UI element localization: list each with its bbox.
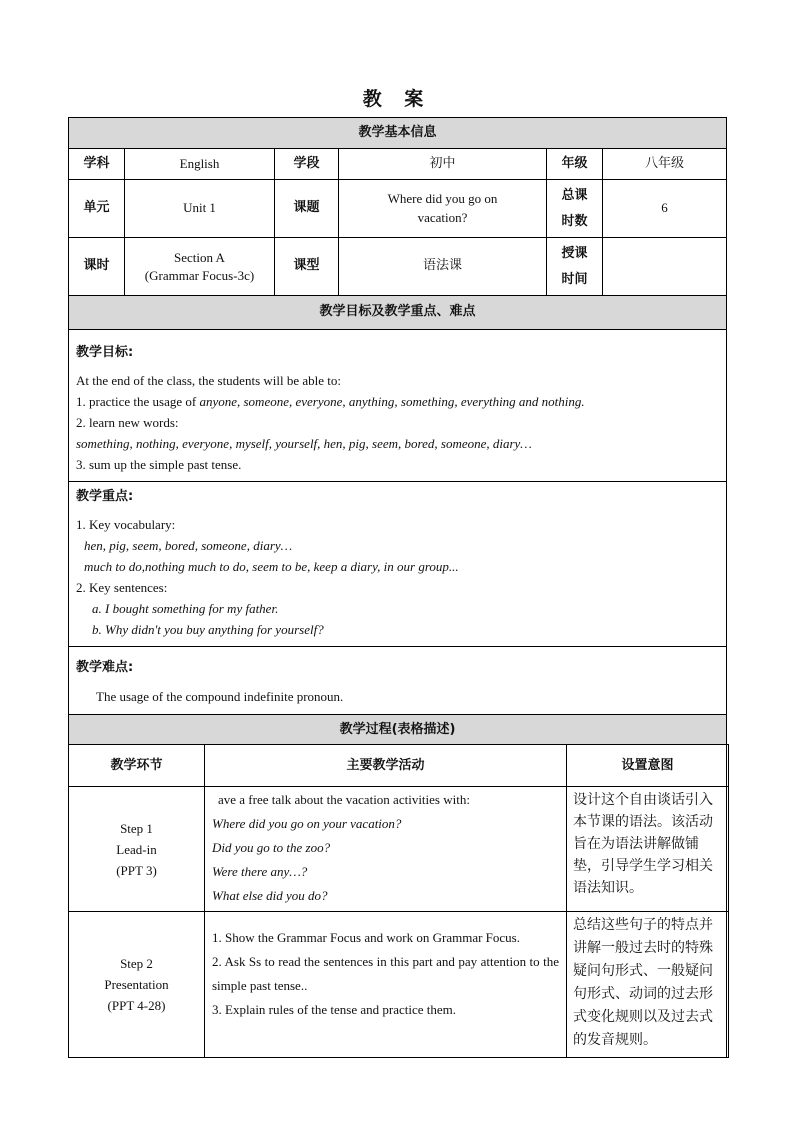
key-vocabulary-label: 1. Key vocabulary: <box>76 517 176 533</box>
process-col-activity: 主要教学活动 <box>205 745 567 787</box>
key-sentences-label: 2. Key sentences: <box>76 580 168 596</box>
step-1-activity <box>205 787 567 912</box>
grade-label: 年级 <box>547 149 603 180</box>
lesson-type-value: 语法课 <box>339 238 547 296</box>
section-header-process: 教学过程(表格描述) <box>69 715 727 745</box>
period-value <box>125 238 275 296</box>
step-2-name: Step 2 <box>120 956 153 972</box>
teaching-time-label-line1: 授课 <box>561 245 588 261</box>
difficulty-heading: 教学难点: <box>76 660 134 676</box>
page-title: 教 案 <box>362 88 432 110</box>
step-2-cell <box>69 912 205 1058</box>
total-hours-value: 6 <box>603 180 727 238</box>
key-vocabulary-words: hen, pig, seem, bored, someone, diary… <box>84 538 293 554</box>
process-col-stage: 教学环节 <box>69 745 205 787</box>
goal-item-1-words: anyone, someone, everyone, anything, something, everything and nothing. <box>199 394 585 410</box>
step-1-question-3: Were there any…? <box>212 864 308 880</box>
process-table <box>68 744 729 1058</box>
key-points-block <box>69 482 727 647</box>
step-2-activity-1: 1. Show the Grammar Focus and work on Grammar Focus. <box>212 930 520 946</box>
topic-value: Where did you go on vacation? <box>339 180 547 238</box>
step-1-cell <box>69 787 205 912</box>
period-line2: (Grammar Focus-3c) <box>144 267 255 283</box>
step-1-question-4: What else did you do? <box>212 888 328 904</box>
step-1-ppt: (PPT 3) <box>116 862 157 878</box>
teaching-time-label-line2: 时间 <box>561 271 588 287</box>
subject-value: English <box>125 149 275 180</box>
step-2-activity-3: 3. Explain rules of the tense and practice them. <box>212 1002 457 1018</box>
difficulty-text: The usage of the compound indefinite pronoun. <box>96 688 344 704</box>
topic-label: 课题 <box>275 180 339 238</box>
step-1-question-2: Did you go to the zoo? <box>212 840 331 856</box>
section-header-basic-info: 教学基本信息 <box>69 118 727 149</box>
goal-item-2: 2. learn new words: <box>76 415 179 431</box>
goal-item-2-words: something, nothing, everyone, myself, yourself, hen, pig, seem, bored, someone, diary… <box>76 436 532 452</box>
teaching-goals-heading: 教学目标: <box>76 345 134 360</box>
unit-value: Unit 1 <box>125 180 275 238</box>
difficulty-block <box>69 647 727 715</box>
unit-label: 单元 <box>69 180 125 238</box>
lesson-plan-table <box>68 117 727 1058</box>
key-points-heading: 教学重点: <box>76 489 134 505</box>
step-2-activity <box>205 912 567 1058</box>
step-1-stage: Lead-in <box>116 841 157 857</box>
period-line1: Section A <box>174 249 225 265</box>
lesson-type-label: 课型 <box>275 238 339 296</box>
step-2-ppt: (PPT 4-28) <box>107 998 166 1014</box>
total-hours-label-line1: 总课 <box>561 187 588 203</box>
period-label: 课时 <box>69 238 125 296</box>
step-1-name: Step 1 <box>120 820 153 836</box>
step-2-stage: Presentation <box>104 977 169 993</box>
step-1-activity-intro: ave a free talk about the vacation activities with: <box>218 792 470 808</box>
total-hours-label-line2: 时数 <box>561 213 588 229</box>
key-sentence-a: a. I bought something for my father. <box>92 601 279 617</box>
goal-item-1-prefix: 1. practice the usage of <box>76 394 200 410</box>
teaching-time-value <box>603 238 727 296</box>
step-1-question-1: Where did you go on your vacation? <box>212 816 402 832</box>
goal-item-3: 3. sum up the simple past tense. <box>76 457 242 473</box>
goal-item-1 <box>76 391 719 412</box>
stage-label: 学段 <box>275 149 339 180</box>
process-col-intent: 设置意图 <box>567 745 729 787</box>
stage-value: 初中 <box>339 149 547 180</box>
teaching-goals-block <box>69 330 727 482</box>
step-2-intent: 总结这些句子的特点并讲解一般过去时的特殊疑问句形式、一般疑问句形式、动词的过去形式变化规则以及过去式的发音规则。 <box>567 912 729 1058</box>
teaching-time-label <box>547 238 603 296</box>
grade-value: 八年级 <box>603 149 727 180</box>
step-2-activity-2: 2. Ask Ss to read the sentences in this part and pay attention to the simple past tense.. <box>212 954 559 994</box>
key-vocabulary-phrases: much to do,nothing much to do, seem to be, keep a diary, in our group... <box>84 559 459 575</box>
subject-label: 学科 <box>69 149 125 180</box>
goals-intro: At the end of the class, the students will be able to: <box>76 373 341 389</box>
key-sentence-b: b. Why didn't you buy anything for yourself? <box>92 622 324 638</box>
total-hours-label <box>547 180 603 238</box>
section-header-objectives: 教学目标及教学重点、难点 <box>69 296 727 330</box>
step-1-intent: 设计这个自由谈话引入本节课的语法。该活动旨在为语法讲解做铺垫，引导学生学习相关语法知识。 <box>567 787 729 912</box>
